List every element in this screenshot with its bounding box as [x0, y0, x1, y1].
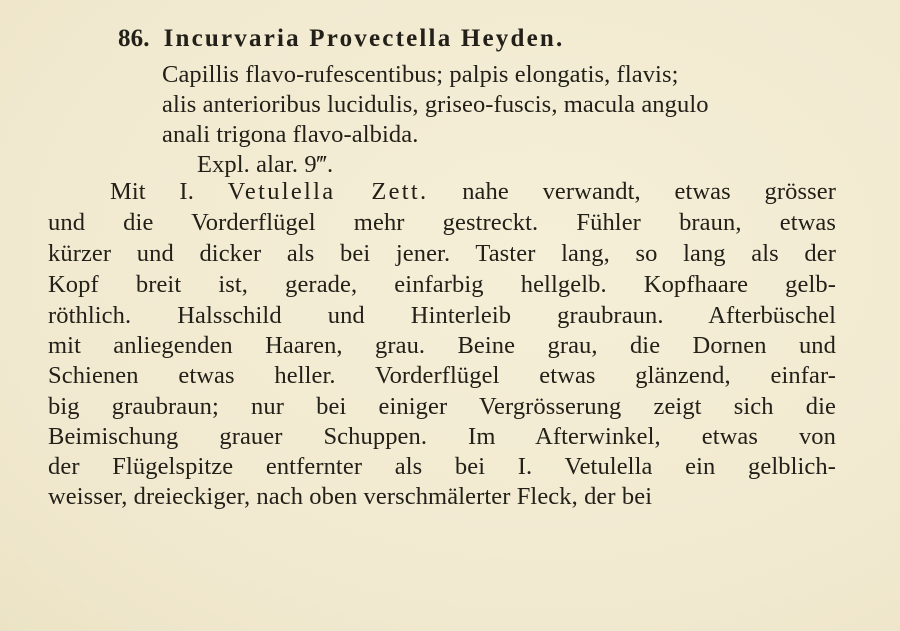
- body-line: der Flügelspitze entfernter als bei I. Vetulella ein gelblich-: [48, 453, 836, 480]
- body-line: und die Vorderflügel mehr gestreckt. Fühler braun, etwas: [48, 209, 836, 236]
- body-text: Mit I.: [110, 178, 228, 205]
- body-line: Schienen etwas heller. Vorderflügel etwas glänzend, einfar-: [48, 362, 836, 389]
- body-line: Beimischung grauer Schuppen. Im Afterwinkel, etwas von: [48, 423, 836, 450]
- wing-span: Expl. alar. 9‴.: [197, 151, 334, 178]
- body-line: röthlich. Halsschild und Hinterleib graubraun. Afterbüschel: [48, 302, 836, 329]
- species-reference: Vetulella Zett.: [227, 178, 429, 205]
- body-line: mit anliegenden Haaren, grau. Beine grau, die Dornen und: [48, 332, 836, 359]
- body-line: [110, 177, 836, 207]
- body-line: big graubraun; nur bei einiger Vergrösserung zeigt sich die: [48, 393, 836, 420]
- body-line: kürzer und dicker als bei jener. Taster lang, so lang als der: [48, 240, 836, 267]
- diagnosis-line: Capillis flavo-rufescentibus; palpis elongatis, flavis;: [162, 61, 679, 88]
- diagnosis-line: anali trigona flavo-albida.: [162, 121, 419, 148]
- species-heading: [118, 24, 564, 54]
- body-line: Kopf breit ist, gerade, einfarbig hellgelb. Kopfhaare gelb-: [48, 271, 836, 298]
- species-number: 86.: [118, 25, 150, 52]
- species-name: Incurvaria Provectella Heyden.: [163, 25, 565, 52]
- body-line: weisser, dreieckiger, nach oben verschmälerter Fleck, der bei: [48, 483, 653, 510]
- body-text: nahe verwandt, etwas grösser: [428, 178, 836, 205]
- diagnosis-line: alis anterioribus lucidulis, griseo-fuscis, macula angulo: [162, 91, 709, 118]
